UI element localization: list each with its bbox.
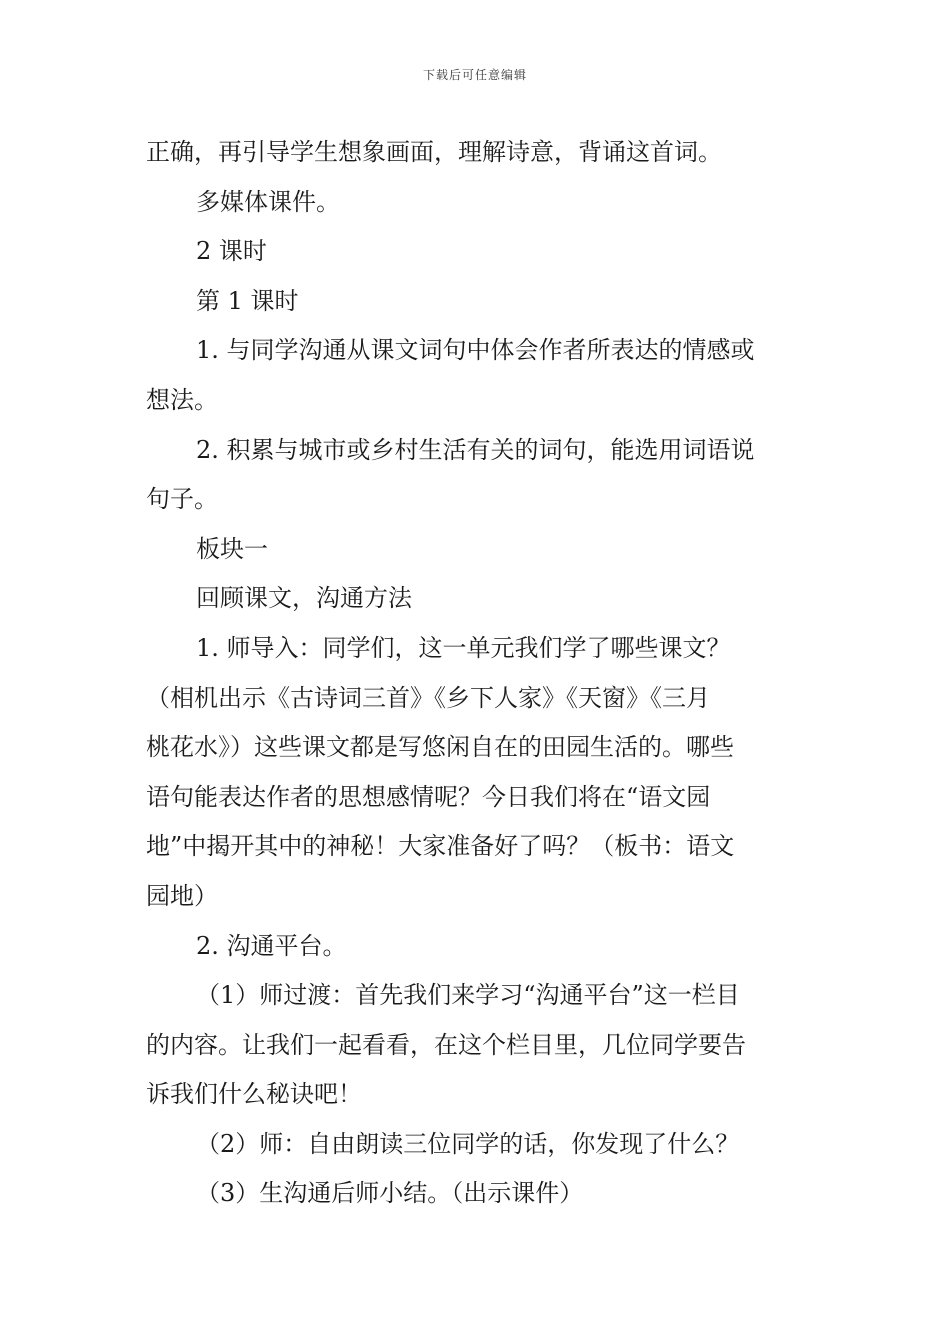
paragraph-11 [146, 971, 810, 1120]
paragraph-12 [146, 1120, 810, 1170]
paragraph-6 [146, 426, 810, 525]
document-body [146, 128, 810, 1219]
paragraph-13 [146, 1169, 810, 1219]
paragraph-2 [146, 178, 810, 228]
text-line: 2 课时 [196, 237, 267, 266]
text-line: 语句能表达作者的思想感情呢？今日我们将在“语文园 [146, 782, 711, 811]
paragraph-3 [146, 227, 810, 277]
text-line: 第 1 课时 [196, 286, 299, 315]
text-line: （1）师过渡：首先我们来学习“沟通平台”这一栏目 [196, 981, 740, 1010]
text-line: 想法。 [146, 385, 218, 414]
text-line: 园地） [146, 881, 218, 910]
paragraph-4 [146, 277, 810, 327]
text-line: （3）生沟通后师小结。（出示课件） [196, 1179, 584, 1208]
section-heading: 板块一 [196, 534, 268, 563]
section-subheading: 回顾课文，沟通方法 [196, 584, 412, 613]
paragraph-1 [146, 128, 810, 178]
text-line: 的内容。让我们一起看看，在这个栏目里，几位同学要告 [146, 1030, 746, 1059]
page-header: 下载后可任意编辑 [422, 68, 527, 82]
paragraph-8 [146, 574, 810, 624]
text-line: 2. 沟通平台。 [196, 931, 347, 960]
text-line: 1. 师导入：同学们，这一单元我们学了哪些课文？ [196, 633, 731, 662]
text-line: 桃花水》）这些课文都是写悠闲自在的田园生活的。哪些 [146, 733, 734, 762]
paragraph-9 [146, 624, 810, 922]
paragraph-10 [146, 922, 810, 972]
text-line: （相机出示《古诗词三首》《乡下人家》《天窗》《三月 [146, 683, 710, 712]
text-line: 正确，再引导学生想象画面，理解诗意，背诵这首词。 [146, 138, 722, 166]
paragraph-5 [146, 326, 810, 425]
text-line: （2）师：自由朗读三位同学的话，你发现了什么？ [196, 1129, 740, 1158]
text-line: 1. 与同学沟通从课文词句中体会作者所表达的情感或 [196, 336, 755, 365]
text-line: 句子。 [146, 485, 218, 514]
text-line: 多媒体课件。 [196, 187, 340, 216]
text-line: 2. 积累与城市或乡村生活有关的词句，能选用词语说 [196, 435, 755, 464]
text-line: 诉我们什么秘诀吧！ [146, 1080, 362, 1109]
text-line: 地”中揭开其中的神秘！大家准备好了吗？（板书：语文 [146, 832, 735, 861]
paragraph-7 [146, 525, 810, 575]
